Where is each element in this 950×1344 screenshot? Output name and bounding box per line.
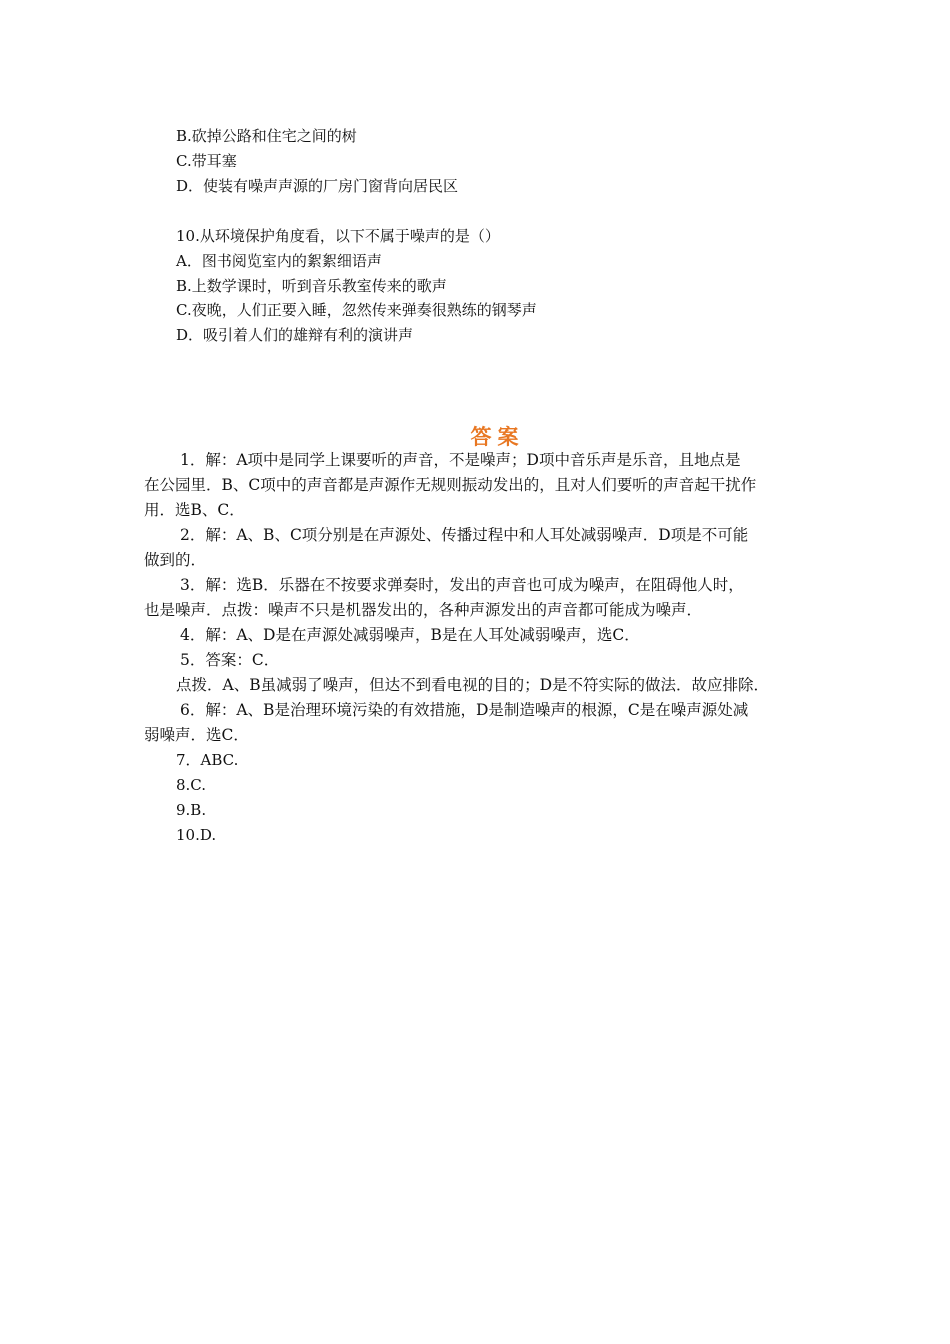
answer-line: 10.D.	[176, 826, 217, 844]
answer-line: 在公园里．B、C项中的声音都是声源作无规则振动发出的，且对人们要听的声音起干扰作	[144, 476, 757, 494]
q10-option-c: C.夜晚，人们正要入睡，忽然传来弹奏很熟练的钢琴声	[176, 301, 537, 319]
answer-line: 做到的．	[144, 551, 207, 569]
answer-line: 9.B.	[176, 801, 207, 819]
q9-option-b: B.砍掉公路和住宅之间的树	[176, 127, 357, 145]
answer-line: 2．解：A、B、C项分别是在声源处、传播过程中和人耳处减弱噪声．D项是不可能	[180, 526, 749, 544]
q9-option-d: D．使装有噪声声源的厂房门窗背向居民区	[176, 177, 459, 195]
q10-stem: 10.从环境保护角度看，以下不属于噪声的是（）	[176, 227, 500, 245]
answer-line: 用．选B、C．	[144, 501, 245, 519]
answers-heading: 答案	[470, 425, 525, 449]
q10-option-a: A．图书阅览室内的絮絮细语声	[176, 252, 382, 270]
q10-option-b: B.上数学课时，听到音乐教室传来的歌声	[176, 277, 447, 295]
answer-line: 7．ABC.	[176, 751, 239, 769]
answer-line: 6．解：A、B是治理环境污染的有效措施，D是制造噪声的根源，C是在噪声源处减	[180, 701, 749, 719]
answer-line: 也是噪声．点拨：噪声不只是机器发出的，各种声源发出的声音都可能成为噪声．	[144, 601, 703, 619]
answer-line: 1．解：A项中是同学上课要听的声音，不是噪声；D项中音乐声是乐音，且地点是	[180, 451, 741, 469]
answer-line: 弱噪声．选C．	[144, 726, 249, 744]
answer-line: 点拨．A、B虽减弱了噪声，但达不到看电视的目的；D是不符实际的做法．故应排除．	[176, 676, 770, 694]
q9-option-c: C.带耳塞	[176, 152, 237, 170]
answer-line: 8.C.	[176, 776, 207, 794]
answer-line: 4．解：A、D是在声源处减弱噪声，B是在人耳处减弱噪声，选C．	[180, 626, 640, 644]
q10-option-d: D．吸引着人们的雄辩有利的演讲声	[176, 326, 414, 344]
answer-line: 3．解：选B．乐器在不按要求弹奏时，发出的声音也可成为噪声，在阻碍他人时，	[180, 576, 744, 594]
answer-line: 5．答案：C．	[180, 651, 280, 669]
